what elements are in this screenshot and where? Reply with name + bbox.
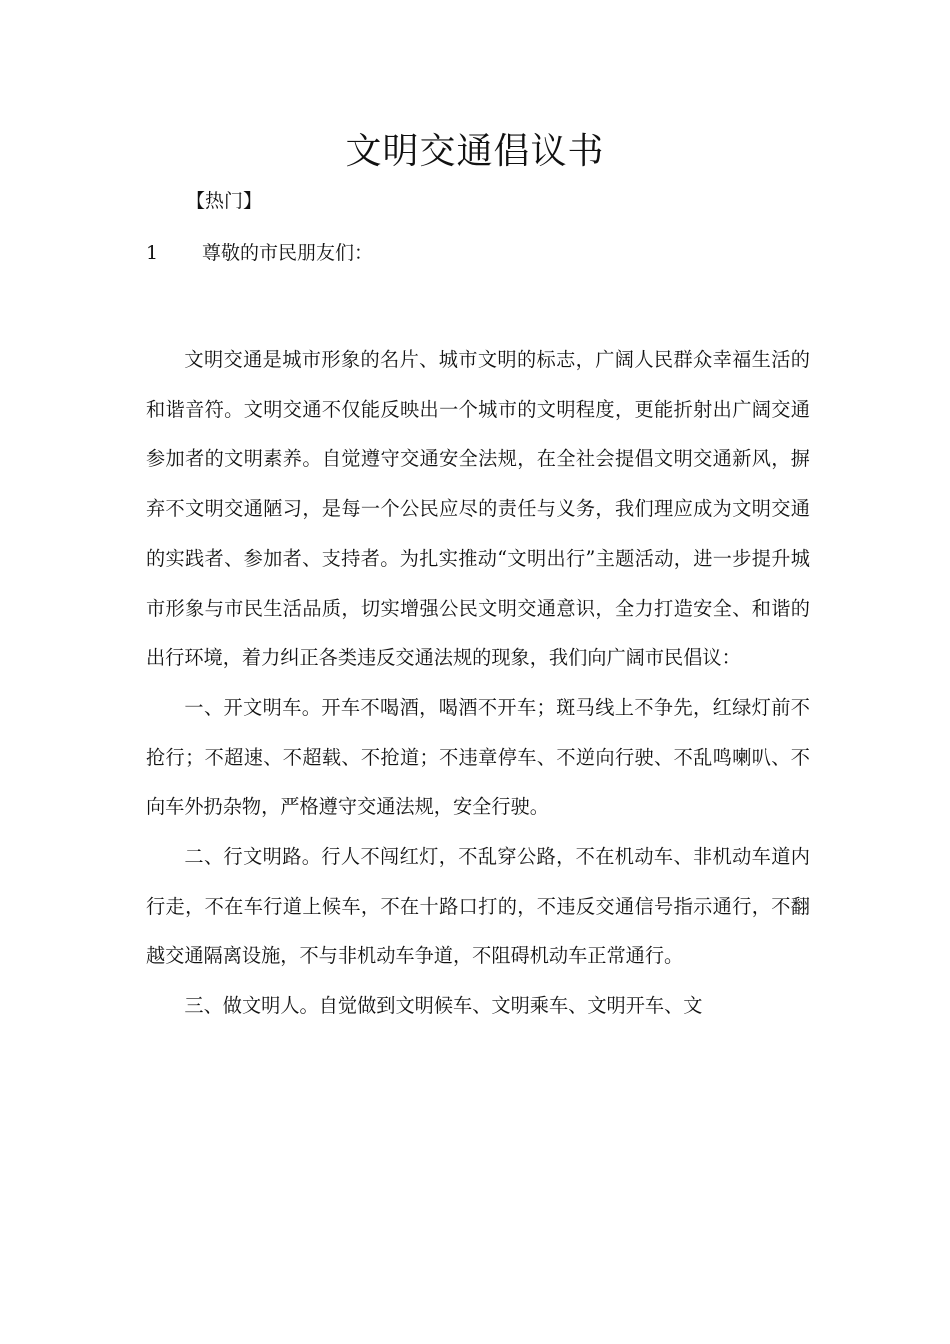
hot-tag: 【热门】 bbox=[186, 190, 263, 212]
body-paragraph: 文明交通是城市形象的名片、城市文明的标志，广阔人民群众幸福生活的和谐音符。文明交通不仅能反映出一个城市的文明程度，更能折射出广阔交通参加者的文明素养。自觉遵守交通安全法规，在全社会提倡文明交通新风，摒弃不文明交通陋习，是每一个公民应尽的责任与义务，我们理应成为文明交通的实践者、参加者、支持者。为扎实推动“文明出行”主题活动，进一步提升城市形象与市民生活品质，切实增强公民文明交通意识，全力打造安全、和谐的出行环境，着力纠正各类违反交通法规的现象，我们向广阔市民倡议： bbox=[146, 348, 810, 670]
body-paragraph: 二、行文明路。行人不闯红灯，不乱穿公路，不在机动车、非机动车道内行走，不在车行道上候车，不在十路口打的，不违反交通信号指示通行，不翻越交通隔离设施，不与非机动车争道，不阻碍机动车正常通行。 bbox=[146, 845, 810, 968]
salutation-line bbox=[146, 236, 373, 270]
salutation-number: 1 bbox=[146, 242, 159, 264]
body-paragraph: 三、做文明人。自觉做到文明候车、文明乘车、文明开车、文 bbox=[184, 994, 703, 1018]
salutation-text: 尊敬的市民朋友们： bbox=[202, 242, 374, 264]
document-body bbox=[146, 335, 810, 1031]
body-paragraph: 一、开文明车。开车不喝酒，喝酒不开车；斑马线上不争先，红绿灯前不抢行；不超速、不超载、不抢道；不违章停车、不逆向行驶、不乱鸣喇叭、不向车外扔杂物，严格遵守交通法规，安全行驶。 bbox=[146, 695, 810, 819]
document-title: 文明交通倡议书 bbox=[345, 131, 605, 172]
